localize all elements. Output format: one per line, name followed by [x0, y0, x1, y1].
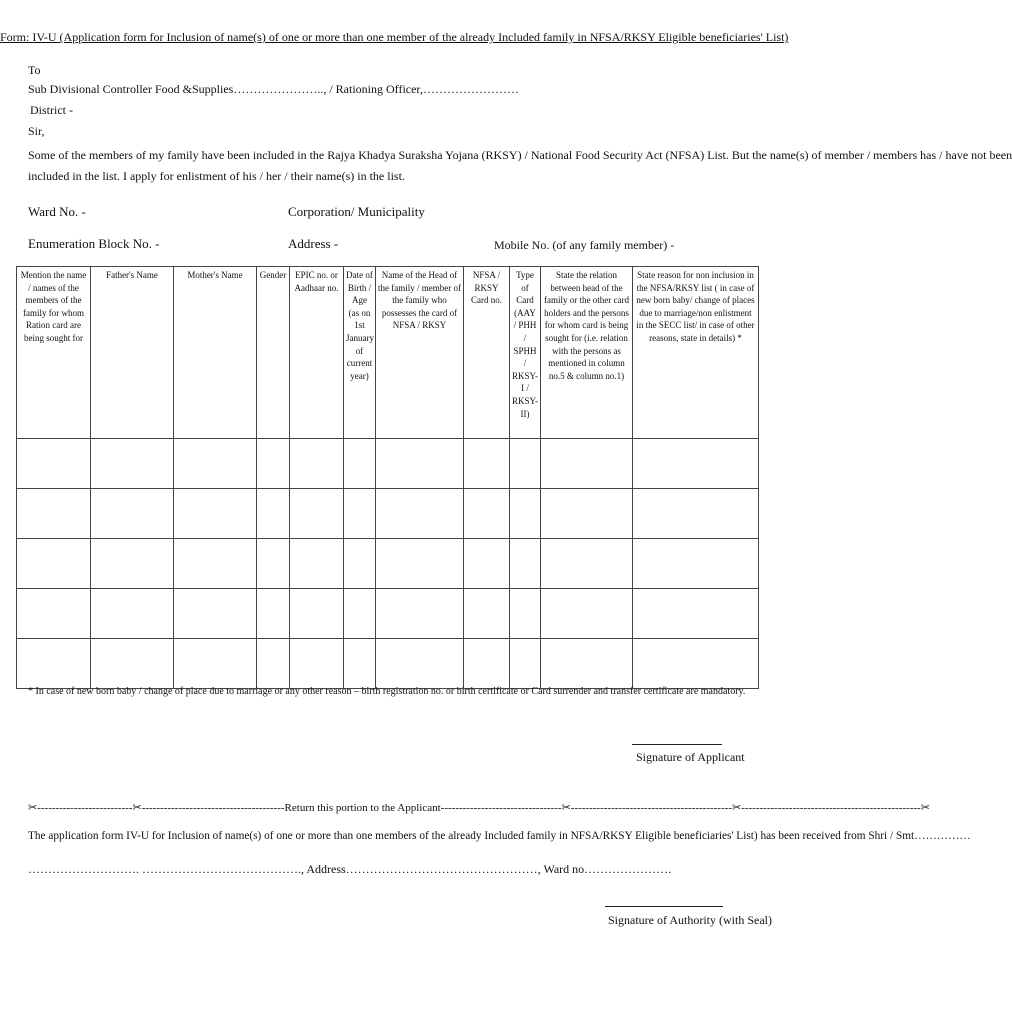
col-header-reason: State reason for non inclusion in the NFSA/RKSY list ( in case of new born baby/ change of places due to marriage/non enlistment in the SECC list/ in case of other reasons, state in details) * — [633, 267, 759, 439]
acknowledgement-line2: ………………………. …………………………………., Address…………………………………………, Ward no…………………. — [28, 862, 672, 876]
return-portion-label: ---------------------------------------Return this portion to the Applicant--------------------------------- — [141, 802, 562, 814]
form-title: Form: IV-U (Application form for Inclusion of name(s) of one or more than one member of the already Included family in NFSA/RKSY Eligible beneficiaries' List) — [0, 30, 789, 44]
acknowledgement-line1: The application form IV-U for Inclusion of name(s) of one or more than one members of the already Included family in NFSA/RKSY Eligible beneficiaries' List) has been received from Shri / Smt…………… — [28, 830, 971, 842]
col-header-card-no: NFSA / RKSY Card no. — [464, 267, 510, 439]
table-cell[interactable] — [541, 539, 633, 589]
mobile-field: Mobile No. (of any family member) - — [494, 238, 675, 252]
table-cell[interactable] — [376, 439, 464, 489]
table-cell[interactable] — [464, 589, 510, 639]
table-cell[interactable] — [510, 489, 541, 539]
table-cell[interactable] — [91, 639, 174, 689]
table-cell[interactable] — [17, 489, 91, 539]
table-cell[interactable] — [541, 589, 633, 639]
table-cell[interactable] — [17, 539, 91, 589]
body-text-line1: Some of the members of my family have been included in the Rajya Khadya Suraksha Yojana (RKSY) / National Food Security Act (NFSA) List. But the name(s) of member / members has / have not been — [28, 148, 1012, 162]
table-cell[interactable] — [257, 639, 290, 689]
table-cell[interactable] — [510, 589, 541, 639]
table-cell[interactable] — [633, 439, 759, 489]
table-cell[interactable] — [290, 589, 344, 639]
table-cell[interactable] — [344, 439, 376, 489]
col-header-father: Father's Name — [91, 267, 174, 439]
col-header-epic: EPIC no. or Aadhaar no. — [290, 267, 344, 439]
applicant-signature-label: Signature of Applicant — [636, 750, 745, 764]
col-header-head: Name of the Head of the family / member of the family who possesses the card of NFSA / RKSY — [376, 267, 464, 439]
table-cell[interactable] — [174, 489, 257, 539]
col-header-relation: State the relation between head of the family or the other card holders and the persons for whom card is being sought for (i.e. relation with the persons as mentioned in column no.5 & column no.1) — [541, 267, 633, 439]
table-cell[interactable] — [541, 639, 633, 689]
scissors-icon: ✂ — [731, 802, 742, 814]
table-cell[interactable] — [376, 589, 464, 639]
table-cell[interactable] — [91, 589, 174, 639]
table-cell[interactable] — [464, 639, 510, 689]
table-cell[interactable] — [464, 439, 510, 489]
col-header-card-type: Type of Card (AAY / PHH / SPHH / RKSY-I / RKSY-II) — [510, 267, 541, 439]
cut-dashes: ------------------------------------------------- — [741, 802, 921, 814]
table-cell[interactable] — [541, 439, 633, 489]
col-header-names: Mention the name / names of the members of the family for whom Ration card are being sought for — [17, 267, 91, 439]
cut-dashes: -------------------------- — [37, 802, 133, 814]
table-cell[interactable] — [633, 489, 759, 539]
table-cell[interactable] — [464, 539, 510, 589]
col-header-gender: Gender — [257, 267, 290, 439]
table-cell[interactable] — [510, 639, 541, 689]
body-text-line2: included in the list. I apply for enlistment of his / her / their name(s) in the list. — [28, 169, 405, 183]
table-cell[interactable] — [344, 639, 376, 689]
table-header-row — [17, 267, 759, 439]
table-cell[interactable] — [290, 489, 344, 539]
table-row — [17, 639, 759, 689]
table-cell[interactable] — [91, 439, 174, 489]
scissors-icon: ✂ — [920, 802, 930, 814]
table-row — [17, 589, 759, 639]
table-cell[interactable] — [633, 639, 759, 689]
table-cell[interactable] — [376, 489, 464, 539]
table-cell[interactable] — [17, 589, 91, 639]
table-cell[interactable] — [257, 489, 290, 539]
table-cell[interactable] — [344, 489, 376, 539]
table-cell[interactable] — [290, 439, 344, 489]
col-header-dob: Date of Birth / Age (as on 1st January of current year) — [344, 267, 376, 439]
table-cell[interactable] — [510, 439, 541, 489]
table-cell[interactable] — [174, 639, 257, 689]
table-cell[interactable] — [17, 639, 91, 689]
table-cell[interactable] — [464, 489, 510, 539]
table-cell[interactable] — [344, 589, 376, 639]
table-cell[interactable] — [257, 539, 290, 589]
scissors-icon: ✂ — [561, 802, 571, 814]
footnote: * In case of new born baby / change of place due to marriage or any other reason – birth registration no. or birth certificate or Card surrender and transfer certificate are mandatory. — [28, 686, 746, 697]
col-header-mother: Mother's Name — [174, 267, 257, 439]
table-cell[interactable] — [376, 539, 464, 589]
table-cell[interactable] — [541, 489, 633, 539]
authority-signature-line — [605, 906, 723, 907]
cut-dashes: -------------------------------------------- — [570, 802, 732, 814]
scissors-icon: ✂ — [132, 802, 142, 814]
table-cell[interactable] — [633, 539, 759, 589]
table-cell[interactable] — [174, 539, 257, 589]
table-cell[interactable] — [344, 539, 376, 589]
to-label: To — [28, 63, 41, 77]
scissors-icon: ✂ — [28, 802, 38, 814]
table-cell[interactable] — [91, 539, 174, 589]
table-cell[interactable] — [290, 639, 344, 689]
enumeration-field: Enumeration Block No. - — [28, 236, 160, 251]
table-cell[interactable] — [257, 589, 290, 639]
table-row — [17, 489, 759, 539]
salutation: Sir, — [28, 124, 45, 138]
members-table — [16, 266, 759, 689]
table-cell[interactable] — [290, 539, 344, 589]
table-row — [17, 539, 759, 589]
table-cell[interactable] — [376, 639, 464, 689]
table-cell[interactable] — [174, 589, 257, 639]
table-cell[interactable] — [257, 439, 290, 489]
table-cell[interactable] — [174, 439, 257, 489]
authority-signature-label: Signature of Authority (with Seal) — [608, 913, 772, 927]
corporation-field: Corporation/ Municipality — [288, 204, 425, 219]
applicant-signature-line — [632, 744, 722, 745]
table-cell[interactable] — [91, 489, 174, 539]
officer-line: Sub Divisional Controller Food &Supplies………………….., / Rationing Officer,…………………… — [28, 82, 519, 96]
ward-field: Ward No. - — [28, 204, 86, 219]
table-row — [17, 439, 759, 489]
address-field: Address - — [288, 236, 339, 251]
table-cell[interactable] — [510, 539, 541, 589]
table-cell[interactable] — [633, 589, 759, 639]
cut-line — [28, 801, 930, 814]
table-cell[interactable] — [17, 439, 91, 489]
district-line: District - — [30, 103, 73, 117]
